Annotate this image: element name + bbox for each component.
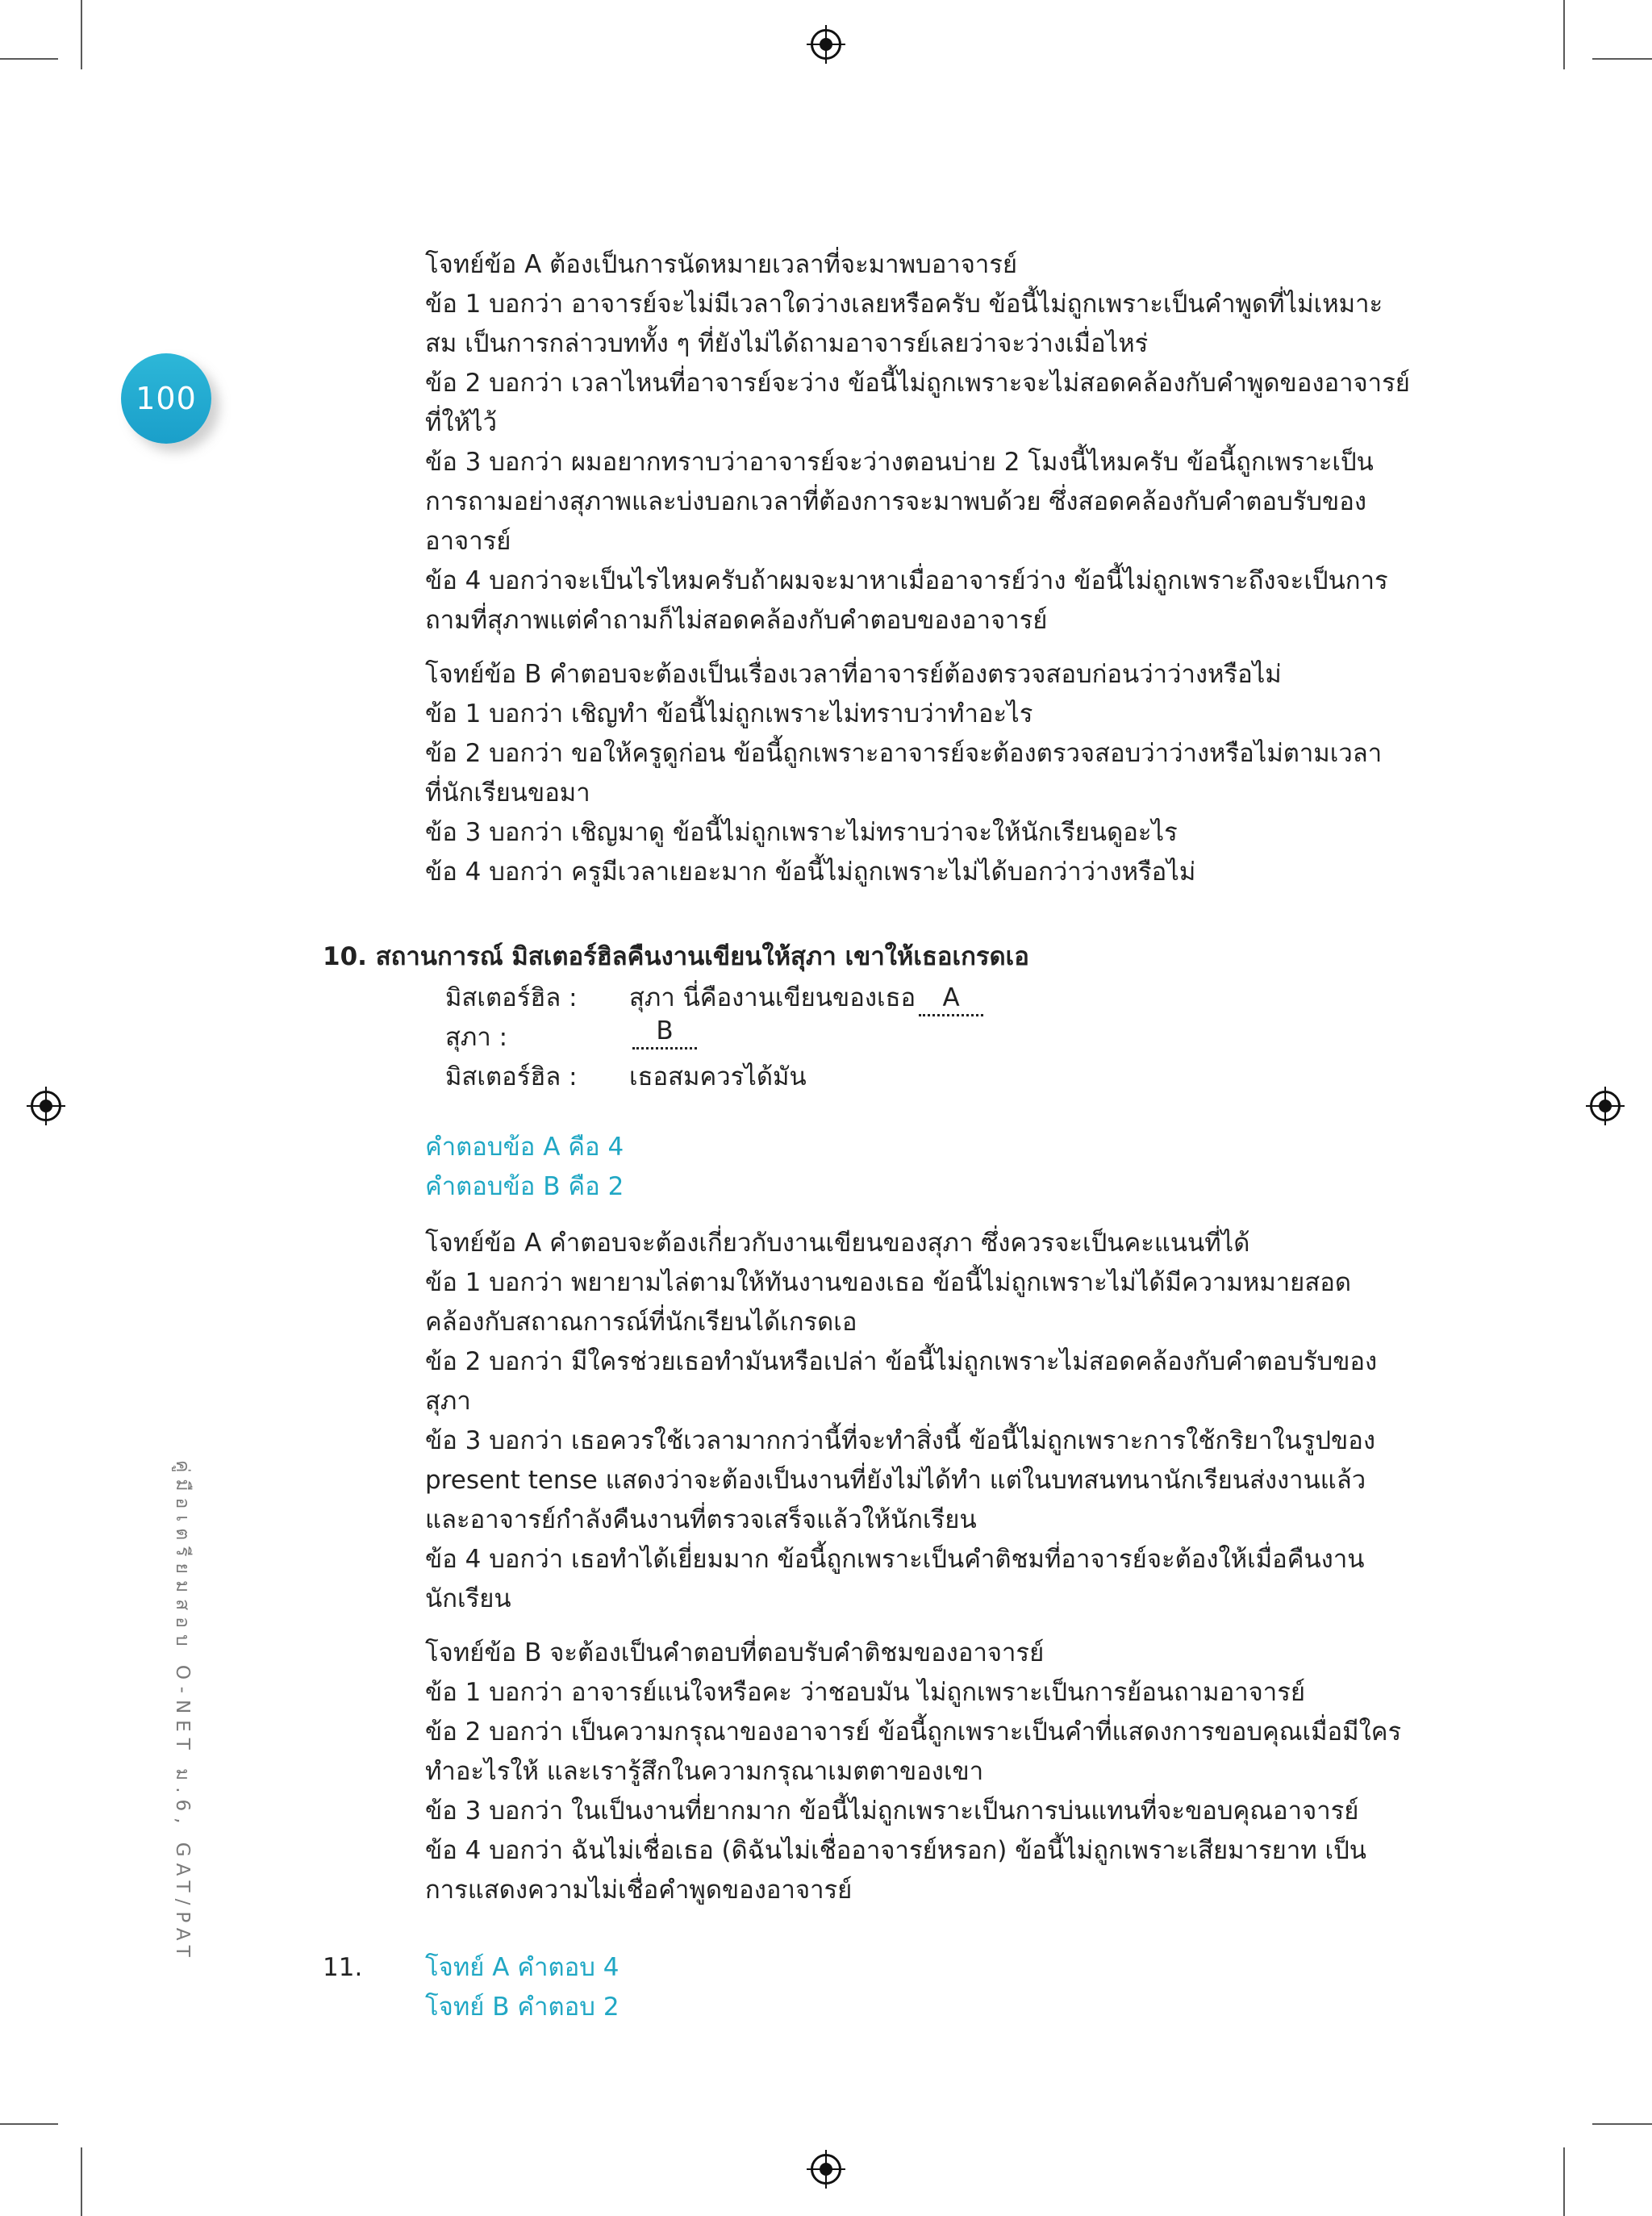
answer-blank: B	[632, 1016, 697, 1050]
reasoning-line: ข้อ 4 บอกว่า เธอทำได้เยี่ยมมาก ข้อนี้ถูกเพราะเป็นคำติชมที่อาจารย์จะต้องให้เมื่อคืนงาน	[425, 1545, 1365, 1574]
reasoning-line: ข้อ 2 บอกว่า เป็นความกรุณาของอาจารย์ ข้อนี้ถูกเพราะเป็นคำที่แสดงการขอบคุณเมื่อมีใคร	[425, 1717, 1402, 1747]
reasoning-line: อาจารย์	[425, 527, 511, 556]
question-heading: 10. สถานการณ์ มิสเตอร์ฮิลคืนงานเขียนให้สุภา เขาให้เธอเกรดเอ	[323, 942, 1029, 971]
reasoning-line: ทำอะไรให้ และเรารู้สึกในความกรุณาเมตตาของเขา	[425, 1757, 984, 1786]
reasoning-line: โจทย์ข้อ A คำตอบจะต้องเกี่ยวกับงานเขียนของสุภา ซึ่งควรจะเป็นคะแนนที่ได้	[425, 1229, 1250, 1258]
side-running-text: คู่มือเตรียมสอบ O-NET ม.6, GAT/PAT	[172, 1460, 193, 1964]
reasoning-line: ข้อ 2 บอกว่า มีใครช่วยเธอทำมันหรือเปล่า ข้อนี้ไม่ถูกเพราะไม่สอดคล้องกับคำตอบรับของ	[425, 1347, 1378, 1376]
reasoning-line: ข้อ 4 บอกว่า ฉันไม่เชื่อเธอ (ดิฉันไม่เชื่ออาจารย์หรอก) ข้อนี้ไม่ถูกเพราะเสียมารยาท เป็น	[425, 1836, 1366, 1865]
reasoning-line: โจทย์ข้อ B จะต้องเป็นคำตอบที่ตอบรับคำติชมของอาจารย์	[425, 1638, 1045, 1667]
reasoning-line: โจทย์ข้อ A ต้องเป็นการนัดหมายเวลาที่จะมาพบอาจารย์	[425, 250, 1018, 279]
reasoning-line: สม เป็นการกล่าวบททั้ง ๆ ที่ยังไม่ได้ถามอาจารย์เลยว่าจะว่างเมื่อไหร่	[425, 329, 1149, 358]
reasoning-line: คล้องกับสถาณการณ์ที่นักเรียนได้เกรดเอ	[425, 1308, 857, 1337]
reasoning-line: ข้อ 3 บอกว่า เชิญมาดู ข้อนี้ไม่ถูกเพราะไม่ทราบว่าจะให้นักเรียนดูอะไร	[425, 818, 1178, 847]
answer-line: โจทย์ B คำตอบ 2	[425, 1993, 620, 2022]
reasoning-line: ถามที่สุภาพแต่คำถามก็ไม่สอดคล้องกับคำตอบของอาจารย์	[425, 606, 1048, 635]
answer-line: โจทย์ A คำตอบ 4	[425, 1953, 620, 1982]
reasoning-line: ที่ให้ไว้	[425, 408, 498, 437]
page-number-badge: 100	[121, 353, 211, 444]
reasoning-line: ข้อ 3 บอกว่า เธอควรใช้เวลามากกว่านี้ที่จะทำสิ่งนี้ ข้อนี้ไม่ถูกเพราะการใช้กริยาในรูปของ	[425, 1426, 1375, 1455]
dialogue-speaker: สุภา :	[445, 1023, 508, 1052]
reasoning-line: ข้อ 3 บอกว่า ในเป็นงานที่ยากมาก ข้อนี้ไม่ถูกเพราะเป็นการบ่นแทนที่จะขอบคุณอาจารย์	[425, 1797, 1359, 1826]
answer-line: คำตอบข้อ B คือ 2	[425, 1172, 624, 1201]
reasoning-line: ที่นักเรียนขอมา	[425, 778, 590, 808]
dialogue-line	[629, 1016, 1194, 1050]
reasoning-line: ข้อ 4 บอกว่า ครูมีเวลาเยอะมาก ข้อนี้ไม่ถูกเพราะไม่ได้บอกว่าว่างหรือไม่	[425, 858, 1196, 887]
reasoning-line: ข้อ 3 บอกว่า ผมอยากทราบว่าอาจารย์จะว่างตอนบ่าย 2 โมงนี้ไหมครับ ข้อนี้ถูกเพราะเป็น	[425, 448, 1374, 477]
reasoning-line: ข้อ 1 บอกว่า อาจารย์แน่ใจหรือคะ ว่าชอบมัน ไม่ถูกเพราะเป็นการย้อนถามอาจารย์	[425, 1678, 1306, 1707]
answer-line: คำตอบข้อ A คือ 4	[425, 1133, 624, 1162]
reasoning-line: ข้อ 2 บอกว่า ขอให้ครูดูก่อน ข้อนี้ถูกเพราะอาจารย์จะต้องตรวจสอบว่าว่างหรือไม่ตามเวลา	[425, 739, 1383, 768]
reasoning-line: ข้อ 4 บอกว่าจะเป็นไรไหมครับถ้าผมจะมาหาเมื่ออาจารย์ว่าง ข้อนี้ไม่ถูกเพราะถึงจะเป็นการ	[425, 566, 1388, 595]
reasoning-line: ข้อ 1 บอกว่า เชิญทำ ข้อนี้ไม่ถูกเพราะไม่ทราบว่าทำอะไร	[425, 699, 1033, 728]
reasoning-line: และอาจารย์กำลังคืนงานที่ตรวจเสร็จแล้วให้นักเรียน	[425, 1505, 977, 1534]
answer-blank: A	[919, 983, 983, 1016]
reasoning-line: นักเรียน	[425, 1584, 511, 1613]
dialogue-line: เธอสมควรได้มัน	[629, 1062, 807, 1091]
question-number: 11.	[323, 1953, 363, 1982]
dialogue-speaker: มิสเตอร์ฮิล :	[445, 983, 578, 1012]
reasoning-line: การแสดงความไม่เชื่อคำพูดของอาจารย์	[425, 1876, 853, 1905]
reasoning-line: ข้อ 2 บอกว่า เวลาไหนที่อาจารย์จะว่าง ข้อนี้ไม่ถูกเพราะจะไม่สอดคล้องกับคำพูดของอาจารย์	[425, 369, 1410, 398]
dialogue-speaker: มิสเตอร์ฮิล :	[445, 1062, 578, 1091]
dialogue-line	[629, 977, 1194, 1017]
reasoning-line: การถามอย่างสุภาพและบ่งบอกเวลาที่ต้องการจะมาพบด้วย ซึ่งสอดคล้องกับคำตอบรับของ	[425, 487, 1366, 516]
reasoning-line: present tense แสดงว่าจะต้องเป็นงานที่ยังไม่ได้ทำ แต่ในบทสนทนานักเรียนส่งงานแล้ว	[425, 1466, 1366, 1495]
reasoning-line: ข้อ 1 บอกว่า อาจารย์จะไม่มีเวลาใดว่างเลยหรือครับ ข้อนี้ไม่ถูกเพราะเป็นคำพูดที่ไม่เหมาะ	[425, 290, 1383, 319]
reasoning-line: โจทย์ข้อ B คำตอบจะต้องเป็นเรื่องเวลาที่อาจารย์ต้องตรวจสอบก่อนว่าว่างหรือไม่	[425, 660, 1282, 689]
reasoning-line: สุภา	[425, 1387, 471, 1416]
reasoning-line: ข้อ 1 บอกว่า พยายามไล่ตามให้ทันงานของเธอ ข้อนี้ไม่ถูกเพราะไม่ได้มีความหมายสอด	[425, 1268, 1351, 1297]
dialogue-text: สุภา นี่คืองานเขียนของเธอ	[629, 983, 916, 1012]
